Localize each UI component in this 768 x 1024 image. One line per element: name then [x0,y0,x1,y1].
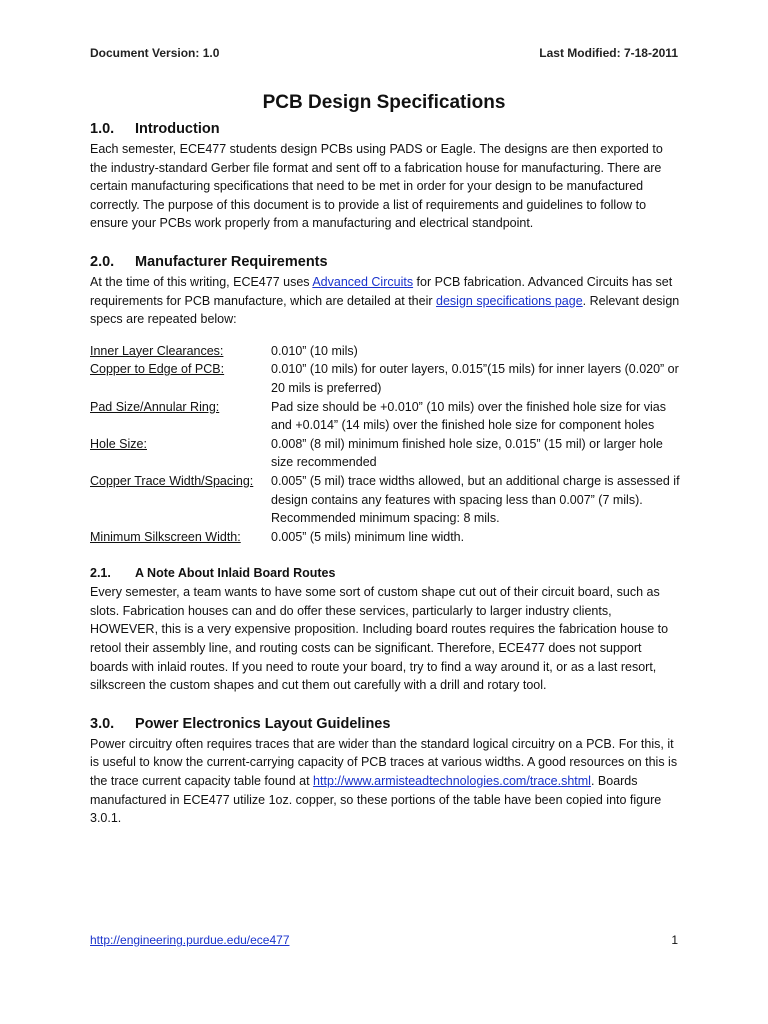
spec-row [90,435,680,472]
section-title: A Note About Inlaid Board Routes [135,566,336,581]
section-title: Introduction [135,121,220,137]
spec-label: Hole Size: [90,436,147,451]
section-number: 1.0. [90,121,115,137]
section-3-body [90,735,680,828]
text-run: At the time of this writing, ECE477 uses [90,274,313,289]
section-1-body: Each semester, ECE477 students design PCBs using PADS or Eagle. The designs are then exported to the industry-standard Gerber file format and sent off to a fabrication house for manufacturing. There are certain manufacturing specifications that need to be met in order for your design to be manufactured correctly. The purpose of this document is to provide a list of requirements and guidelines to follow to ensure your PCBs work properly from a manufacturing and electrical standpoint. [90,142,663,231]
spec-row [90,528,680,547]
page-title: PCB Design Specifications [262,92,506,113]
spec-value: 0.010” (10 mils) for outer layers, 0.015”(15 mils) for inner layers (0.020” or 20 mils is preferred) [271,362,679,395]
spec-row [90,360,680,397]
text-run: . Relevant design specs are repeated below: [90,293,680,327]
section-title: Power Electronics Layout Guidelines [135,715,391,732]
last-modified: Last Modified: 7-18-2011 [539,46,678,60]
spec-value: 0.010” (10 mils) [271,343,358,358]
advanced-circuits-link[interactable]: Advanced Circuits [312,274,414,289]
specs-table [90,342,680,547]
spec-label: Pad Size/Annular Ring: [90,399,220,414]
section-title: Manufacturer Requirements [135,253,328,270]
section-3-heading [90,713,680,735]
trace-capacity-link[interactable]: http://www.armisteadtechnologies.com/trace.shtml [313,774,591,789]
spec-row [90,398,680,435]
document-version: Document Version: 1.0 [90,46,220,60]
section-number: 2.1. [90,566,111,581]
section-2-heading [90,251,680,273]
text-run: . Boards manufactured in ECE477 utilize 1oz. copper, so these portions of the table have been copied into figure 3.0.1. [90,774,662,826]
spec-label: Copper to Edge of PCB: [90,362,225,377]
spec-row [90,342,680,361]
section-2-1-heading [90,564,680,583]
spec-label: Inner Layer Clearances: [90,343,224,358]
section-1-heading [90,118,680,140]
section-number: 3.0. [90,715,115,732]
spec-label: Minimum Silkscreen Width: [90,529,241,544]
text-run: Power circuitry often requires traces that are wider than the standard logical circuitry on a PCB. For this, it is useful to know the current-carrying capacity of PCB traces at various widths. A good resources on this is the trace current capacity table found at [90,736,678,789]
spec-value: Pad size should be +0.010” (10 mils) over the finished hole size for vias and +0.014” (14 mils) over the finished hole size for component holes [271,399,667,433]
spec-value: 0.008” (8 mil) minimum finished hole size, 0.015” (15 mil) or larger hole size recommended [271,436,663,470]
spec-value: 0.005” (5 mils) minimum line width. [271,529,465,544]
spec-row [90,472,680,528]
text-run: for PCB fabrication. Advanced Circuits has set requirements for PCB manufacture, which are detailed at their [90,274,673,308]
page-number: 1 [671,933,678,947]
section-2-1-body: Every semester, a team wants to have some sort of custom shape cut out of their circuit board, such as slots. Fabrication houses can and do offer these services, particularly to larger industry clients, HOWEVER, this is a very expensive proposition. Including board routes requires the fabrication house to retool their assembly line, and routing costs can be significant. Therefore, ECE477 does not support boards with inlaid routes. If you need to route your board, try to find a way around it, or as a last resort, silkscreen the custom shapes and cut them out carefully with a drill and rotary tool. [90,585,669,693]
document-body [90,118,680,828]
spec-value: 0.005” (5 mil) trace widths allowed, but an additional charge is assessed if design contains any features with spacing less than 0.007” (7 mils). Recommended minimum spacing: 8 mils. [271,473,680,526]
spec-label: Copper Trace Width/Spacing: [90,473,254,488]
footer-link[interactable]: http://engineering.purdue.edu/ece477 [90,933,290,947]
design-specifications-link[interactable]: design specifications page [436,293,583,308]
section-2-body [90,273,680,329]
section-number: 2.0. [90,253,115,270]
